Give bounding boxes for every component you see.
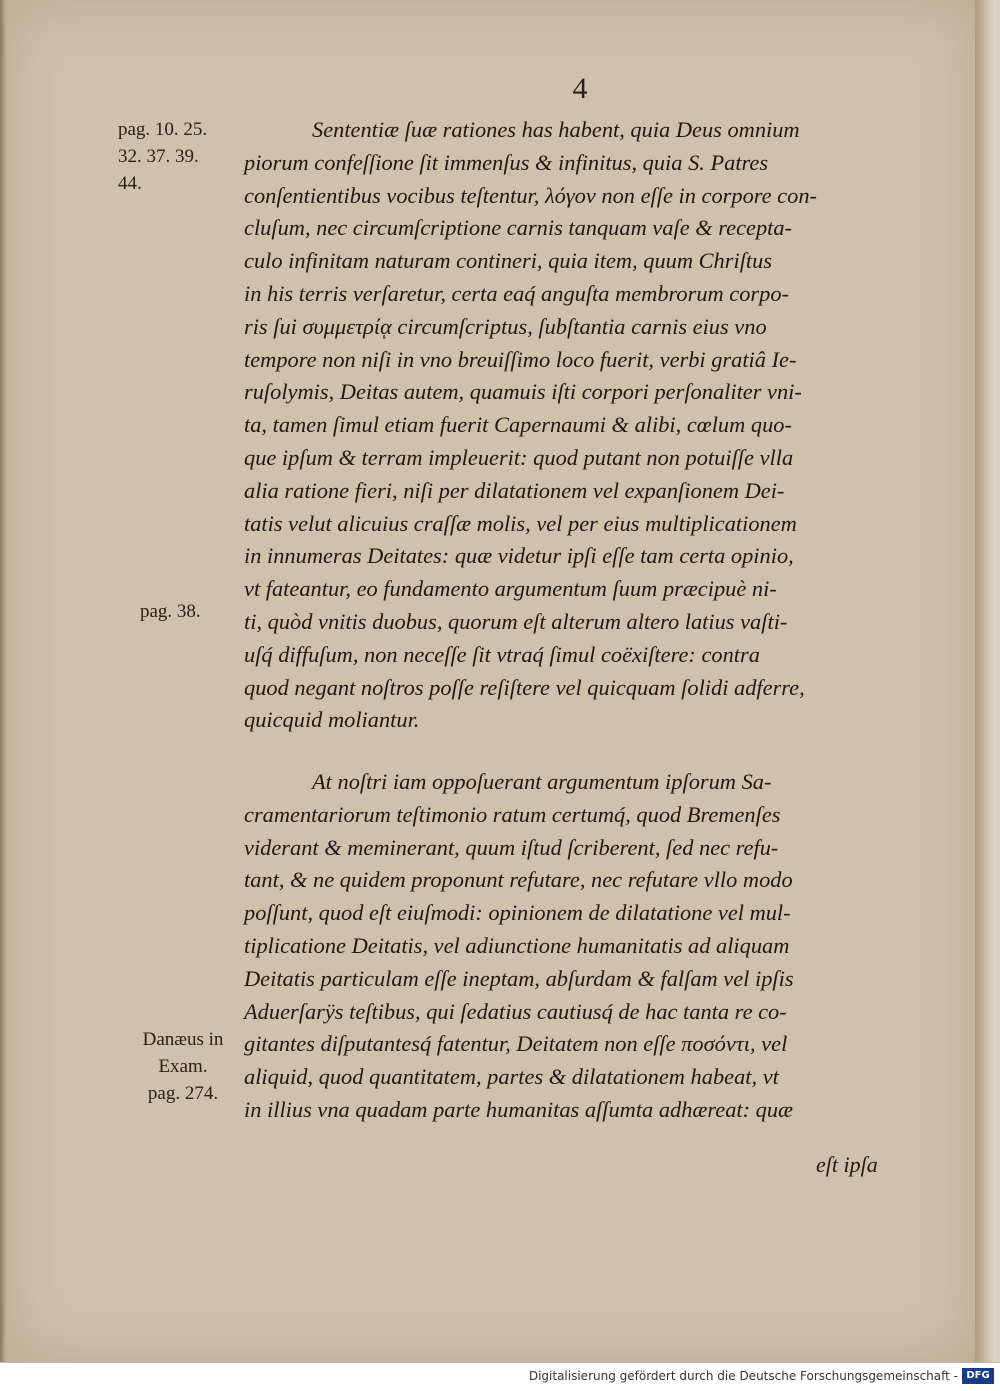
catchword: eſt ipſa [816,1152,878,1177]
text-line: quicquid moliantur. [244,707,420,733]
text-line: quod negant noſtros poſſe reſiſtere vel quicquam ſolidi adferre, [244,674,805,700]
text-line: aliquid, quod quantitatem, partes & dilatationem habeat, vt [244,1064,779,1090]
paragraph-sententiae [244,114,934,737]
text-line: in illius vna quadam parte humanitas aſſumta adhæreat: quæ [244,1096,793,1122]
text-line: in his terris verſaretur, certa eaq́ anguſta membrorum corpo- [244,280,789,306]
dfg-logo: DFG [962,1368,994,1384]
text-line: tempore non niſi in vno breuiſſimo loco fuerit, verbi gratiâ Ie- [244,346,797,372]
page-number: 4 [572,72,588,105]
page-right-edge [975,0,995,1362]
margin-note-line: 32. 37. 39. [118,146,199,167]
text-line: piorum confeſſione ſit immenſus & infinitus, quia S. Patres [244,149,769,175]
footer-credit: Digitalisierung gefördert durch die Deutsche Forschungsgemeinschaft - [528,1369,958,1383]
text-line: in innumeras Deitates: quæ videtur ipſi eſſe tam certa opinio, [244,543,794,569]
text-line: ta, tamen ſimul etiam fuerit Capernaumi & alibi, cœlum quo- [244,412,792,438]
text-line: vt fateantur, eo fundamento argumentum ſuum præcipuè ni- [244,576,777,602]
text-line: gitantes diſputantesq́ fatentur, Deitatem non eſſe ποσόντι, vel [244,1031,788,1057]
text-line: Deitatis particulam eſſe ineptam, abſurdam & falſam vel ipſis [244,965,794,991]
text-line: tiplicatione Deitatis, vel adiunctione humanitatis ad aliquam [244,932,790,958]
text-line: que ipſum & terram impleuerit: quod putant non potuiſſe vlla [244,444,794,470]
text-line: cluſum, nec circumſcriptione carnis tanquam vaſe & recepta- [244,215,793,241]
text-line: Sententiæ ſuæ rationes has habent, quia Deus omnium [312,117,800,142]
margin-note-references [118,116,248,197]
text-line: Aduerſarÿs teſtibus, qui ſedatius cautiusq́ de hac tanta re co- [244,998,787,1024]
margin-note-line: Danæus in [142,1029,224,1050]
text-line: cramentariorum teſtimonio ratum certumq́, quod Bremenſes [244,801,781,827]
margin-note-danaeus [128,1026,238,1107]
digitization-footer [0,1362,1000,1391]
text-line: At noſtri iam oppoſuerant argumentum ipſorum Sa- [312,769,772,794]
text-line: alia ratione fieri, niſi per dilatationem vel expanſionem Dei- [244,477,785,503]
text-line: ris ſui συμμετρίᾳ circumſcriptus, ſubſtantia carnis eius vno [244,313,767,339]
margin-note-line: pag. 274. [147,1083,219,1104]
paragraph-at-nostri [244,766,934,1127]
margin-note-line: 44. [118,173,142,194]
text-line: conſentientibus vocibus teſtentur, λόγον non eſſe in corpore con- [244,182,817,208]
text-line: uſq́ diffuſum, non neceſſe ſit vtraq́ ſimul coëxiſtere: contra [244,641,760,667]
margin-note-line: pag. 38. [140,601,201,622]
margin-note-line: pag. 10. 25. [118,119,208,140]
text-line: ti, quòd vnitis duobus, quorum eſt alterum altero latius vaſti- [244,608,788,634]
text-line: tant, & ne quidem proponunt refutare, nec refutare vllo modo [244,867,793,893]
text-line: culo infinitam naturam contineri, quia item, quum Chriſtus [244,248,773,274]
margin-note-line: Exam. [158,1056,208,1077]
margin-note-page-ref [140,598,250,625]
text-line: tatis velut alicuius craſſæ molis, vel per eius multiplicationem [244,510,797,536]
text-line: viderant & meminerant, quum iſtud ſcriberent, ſed nec refu- [244,834,779,860]
text-line: ruſolymis, Deitas autem, quamuis iſti corpori perſonaliter vni- [244,379,802,405]
text-line: poſſunt, quod eſt eiuſmodi: opinionem de dilatatione vel mul- [244,900,791,926]
